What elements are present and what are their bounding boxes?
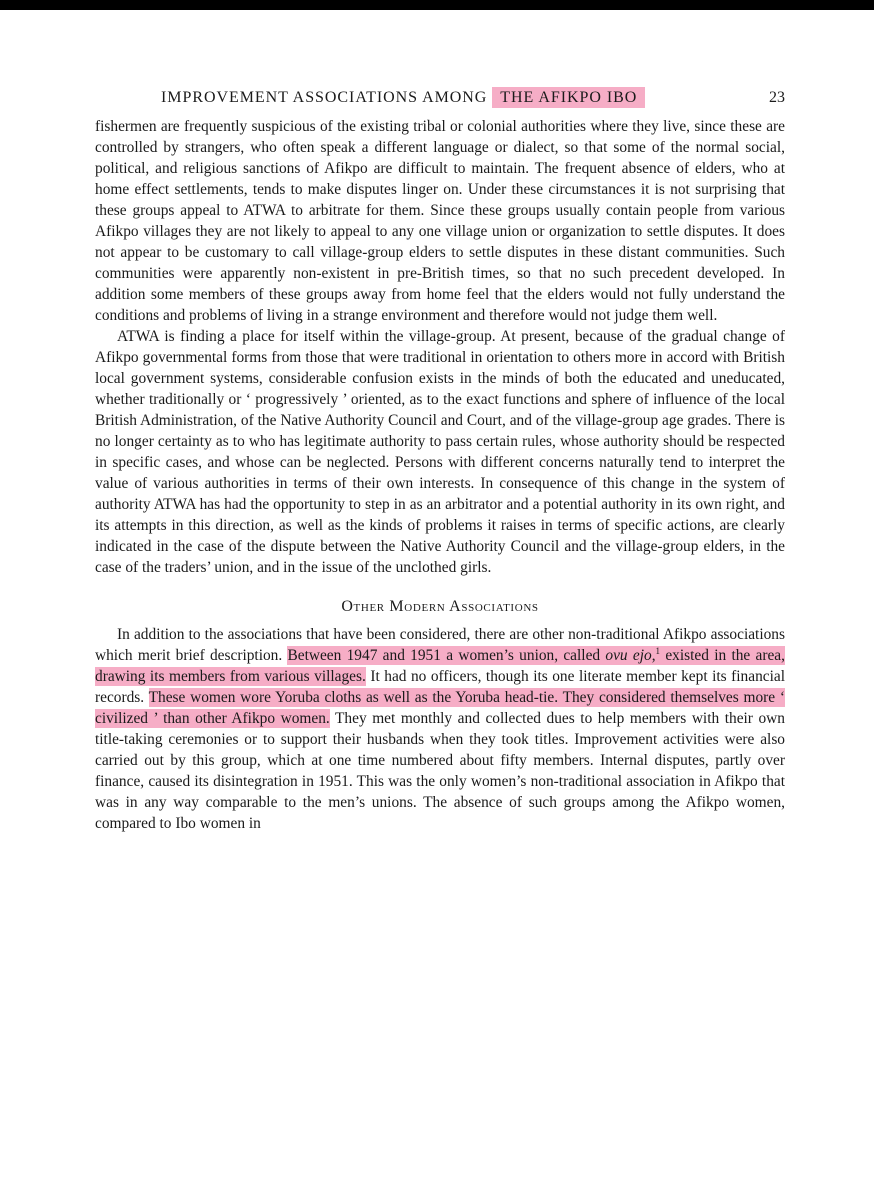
running-head <box>95 86 785 116</box>
highlight-text-a: Between 1947 and 1951 a women’s union, called <box>287 647 606 664</box>
highlight-womens-union: Between 1947 and 1951 a women’s union, called ovu ejo,$^1$ existed in the area, drawing its members from various villages. <box>95 645 785 685</box>
middle-text: It had no officers, though its one literate member kept its financial records. <box>95 668 785 706</box>
highlight-yoruba-cloths: These women wore Yoruba cloths as well as the Yoruba head-tie. They considered themselves more ‘ civilized ’ than other Afikpo women. <box>95 689 785 727</box>
term-ovu-ejo: ovu ejo <box>605 647 652 664</box>
paragraph-atwa: ATWA is finding a place for itself within the village-group. At present, because of the gradual change of Afikpo governmental forms from those that were traditional in orientation to others more in accord with British local government systems, considerable confusion exists in the minds of both the educated and uneducated, whether traditionally or ‘ progressively ’ oriented, as to the exact functions and sphere of influence of the local British Administration, of the Native Authority Council and Court, and of the village-group age grades. There is no longer certainty as to who has legitimate authority to pass certain rules, whose authority should be respected in specific cases, and whose can be neglected. Persons with different concerns naturally tend to interpret the value of various authorities in terms of their own interests. In consequence of this change in the system of authority ATWA has had the opportunity to step in as an arbitrator and a potential authority in its own right, and its attempts in this direction, as well as the kinds of problems it raises in terms of specific actions, are clearly indicated in the case of the dispute between the Native Authority Council and the village-group elders, in the case of the traders’ union, and in the issue of the unclothed girls. <box>95 328 785 576</box>
page-number: 23 <box>769 89 785 106</box>
section-heading: Other Modern Associations <box>341 598 539 615</box>
footnote-marker: 1 <box>655 645 661 656</box>
paragraph-fishermen: fishermen are frequently suspicious of the existing tribal or colonial authorities where they live, since these are controlled by strangers, who often speak a different language or dialect, so that some of the normal social, political, and religious sanctions of Afikpo are difficult to maintain. The frequent absence of elders, who at home effect settlements, tends to make disputes linger on. Under these circumstances it is not surprising that these groups appeal to ATWA to arbitrate for them. Since these groups usually contain people from various Afikpo villages they are not likely to appeal to any one village union or organization to settle disputes. It does not appear to be customary to call village-group elders to settle disputes in these distant communities. Such communities were apparently non-existent in pre-British times, so that no such precedent developed. In addition some members of these groups away from home feel that the elders would not fully understand the conditions and problems of living in a strange environment and therefore would not judge them well. <box>95 118 785 324</box>
highlight-text-b: existed in the area, drawing its members from various villages. <box>95 647 785 685</box>
running-head-title-prefix: IMPROVEMENT ASSOCIATIONS AMONG <box>161 89 493 106</box>
running-head-title <box>161 89 645 107</box>
paragraph-other-associations <box>95 624 785 834</box>
intro-text: In addition to the associations that have been considered, there are other non-traditional Afikpo associations which merit brief description. <box>95 626 785 664</box>
top-border-bar <box>0 0 874 10</box>
remaining-text: They met monthly and collected dues to help members with their own title-taking ceremonies or to support their husbands when they took titles. Improvement activities were also carried out by this group, which at one time numbered about fifty members. Internal disputes, partly over finance, caused its disintegration in 1951. This was the only women’s non-traditional association in Afikpo that was in any way comparable to the men’s unions. The absence of such groups among the Afikpo women, compared to Ibo women in <box>95 710 785 832</box>
running-head-highlight: THE AFIKPO IBO <box>492 87 645 108</box>
book-page <box>95 86 785 834</box>
